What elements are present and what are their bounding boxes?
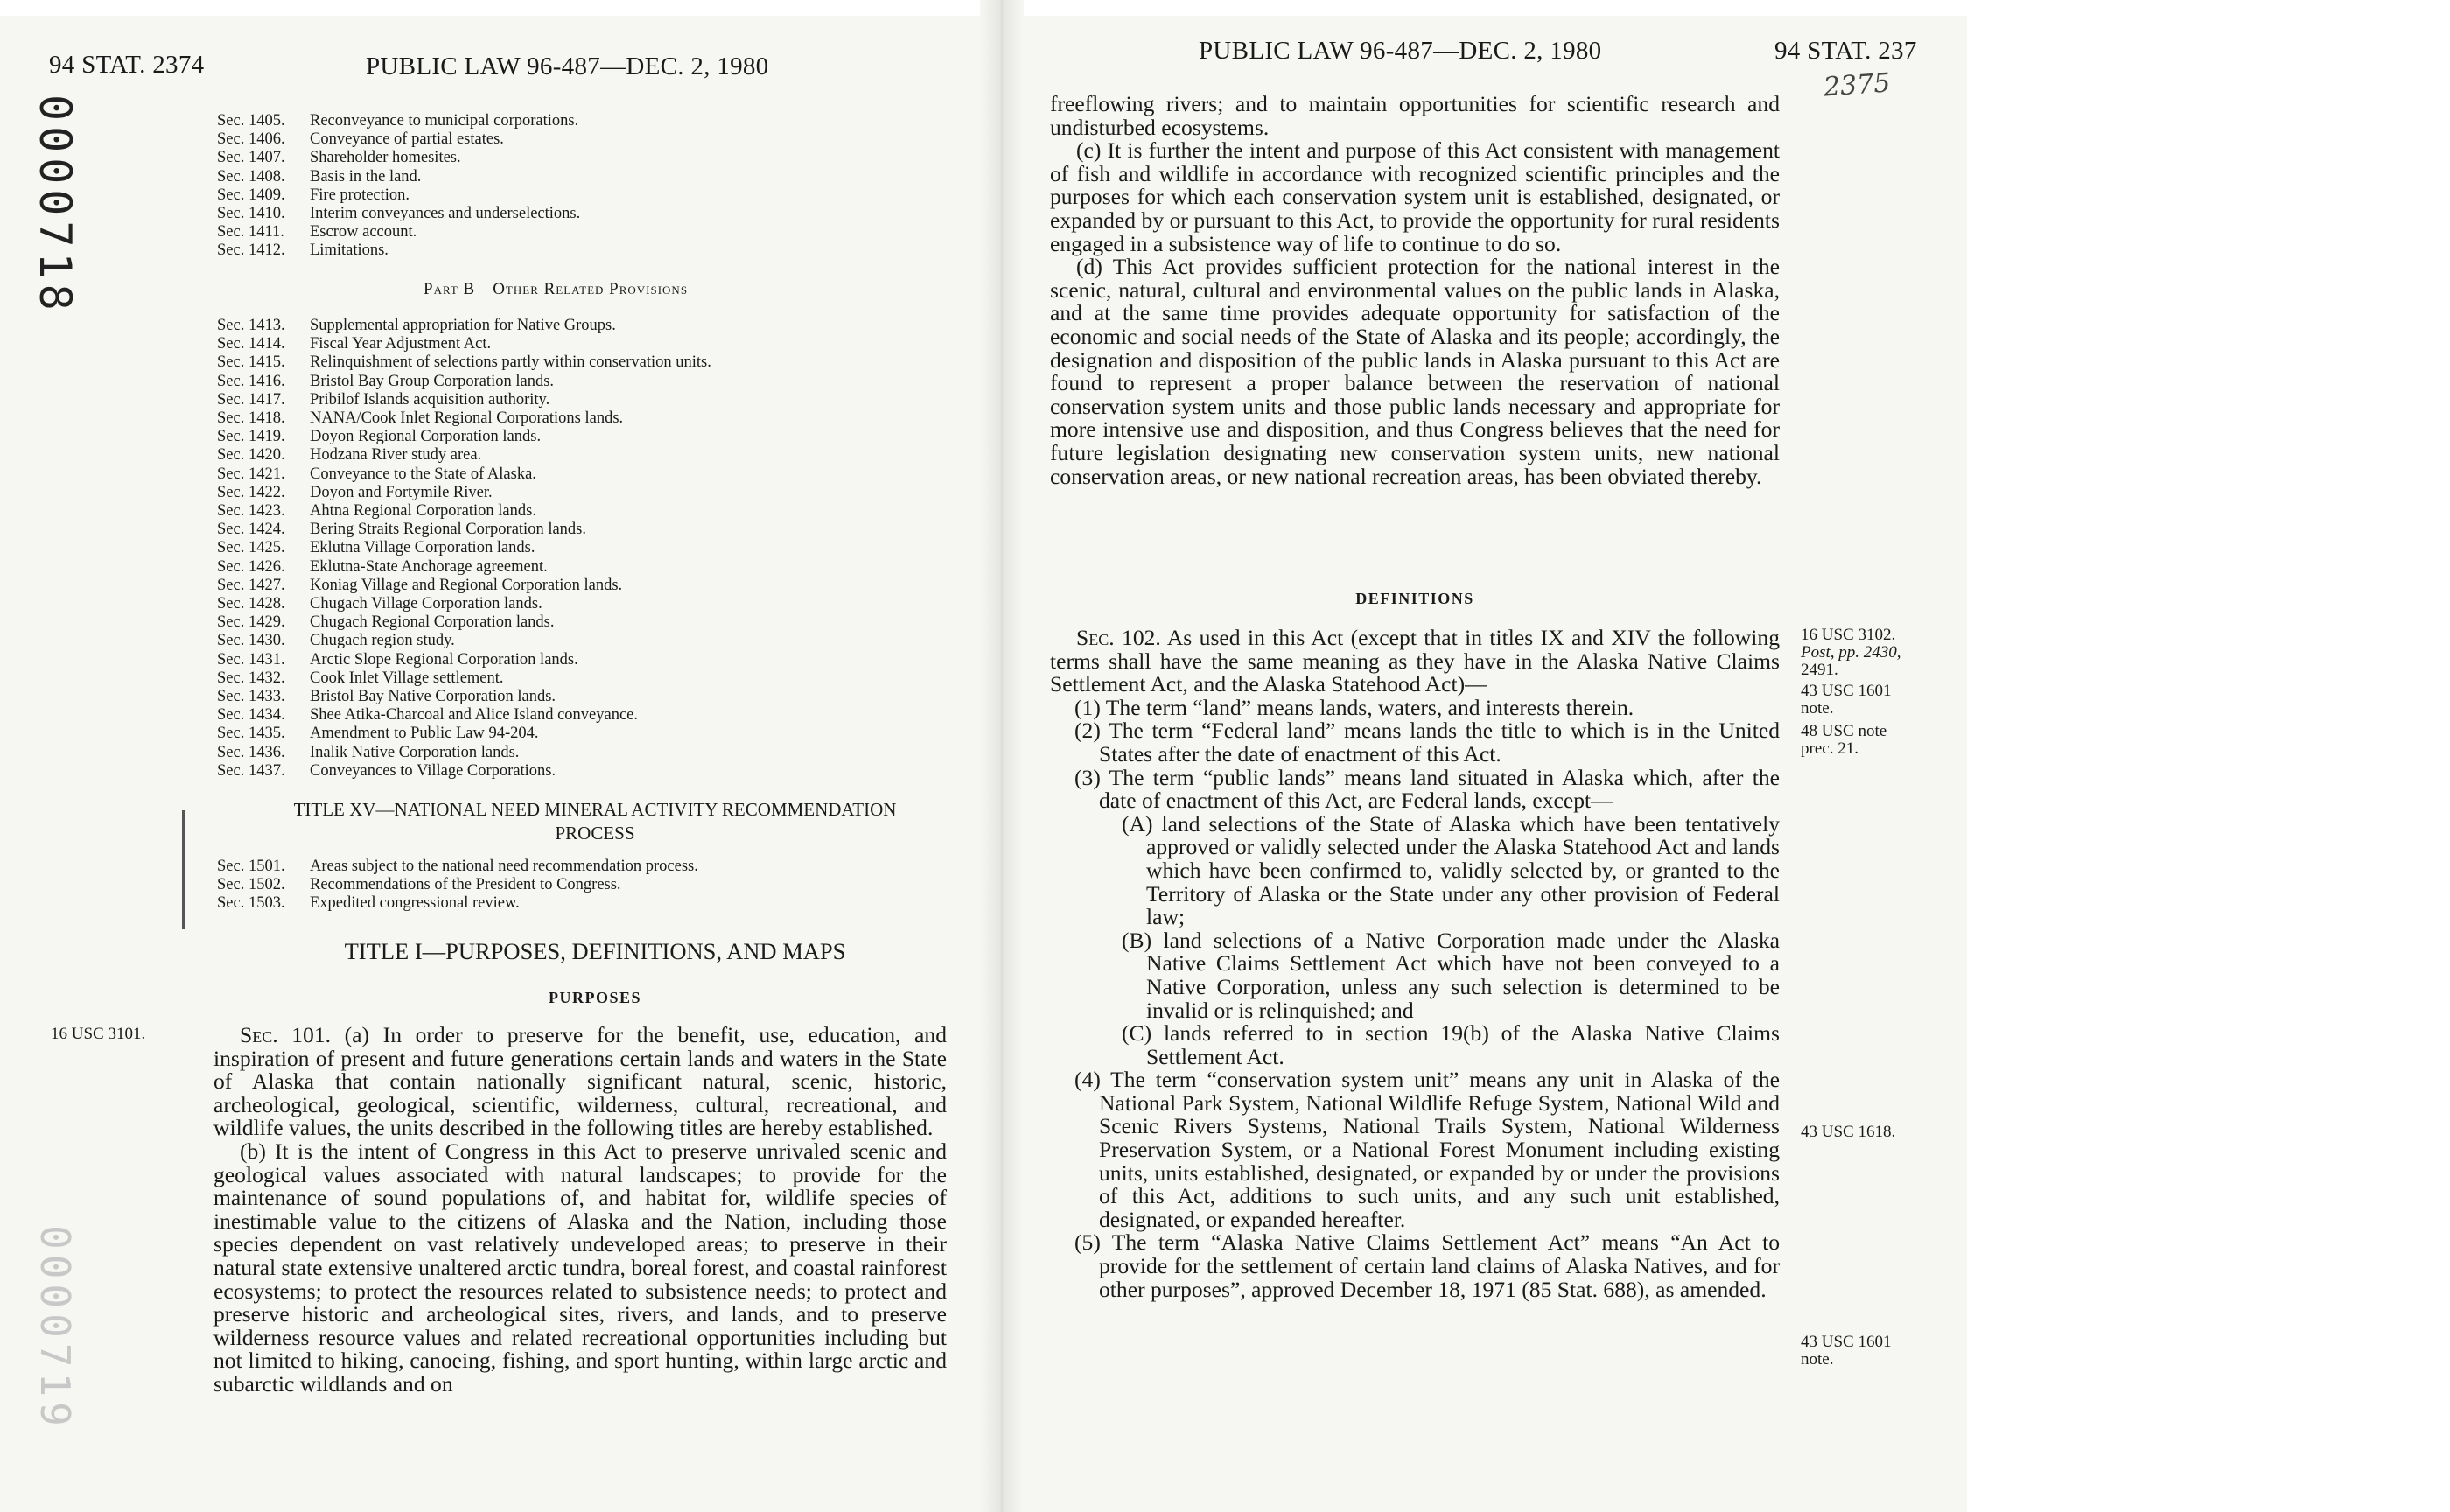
margin-note-16-usc-3101: 16 USC 3101.: [51, 1025, 146, 1043]
left-law-header: PUBLIC LAW 96-487—DEC. 2, 1980: [366, 52, 769, 80]
toc-row: Sec. 1421. Conveyance to the State of Alaska.: [217, 465, 536, 483]
title-xv-heading: TITLE XV—NATIONAL NEED MINERAL ACTIVITY RECOMMENDATION PROCESS: [293, 799, 897, 844]
paragraph-101-d: (d) This Act provides sufficient protection for the national interest in the scenic, natural, cultural and environmental values on the public lands in Alaska, and at the same time provides adequate opportunity for satisfaction of the economic and social needs of the State of Alaska and its people; accordingly, the designation and disposition of the public lands in Alaska pursuant to this Act are found to represent a proper balance between the reservation of national conservation system units and those public lands necessary and appropriate for more intensive use and disposition, and thus Congress believes that the need for future legislation designating new conservation system units, new national conservation areas, or new national recreation areas, has been obviated thereby.: [1050, 254, 1780, 489]
paragraph-101-c: (c) It is further the intent and purpose of this Act consistent with management of fish and wildlife in accordance with recognized scientific principles and the purposes for which each conservation system unit is established, designated, or expanded by or pursuant to this Act, to provide the opportunity for rural residents engaged in a subsistence way of life to continue to do so.: [1050, 137, 1780, 256]
right-page-body: [1050, 93, 1780, 488]
toc-row: Sec. 1420. Hodzana River study area.: [217, 446, 482, 465]
toc-row: Sec. 1418. NANA/Cook Inlet Regional Corporations lands.: [217, 410, 624, 428]
right-law-header: PUBLIC LAW 96-487—DEC. 2, 1980: [1199, 37, 1602, 65]
toc-row: Sec. 1434. Shee Atika-Charcoal and Alice Island conveyance.: [217, 706, 638, 724]
toc-row: Sec. 1429. Chugach Regional Corporation lands.: [217, 613, 555, 632]
toc-row: Sec. 1426. Eklutna-State Anchorage agreement.: [217, 557, 548, 576]
margin-bracket: [182, 810, 195, 929]
toc-row: Sec. 1502. Recommendations of the President to Congress.: [217, 876, 621, 894]
toc-row: Sec. 1411. Escrow account.: [217, 223, 417, 242]
toc-row: Sec. 1430. Chugach region study.: [217, 632, 455, 650]
paragraph-102-intro: Sec. 102. As used in this Act (except that in titles IX and XIV the following terms shall have the same meaning as they have in the Alaska Native Claims Settlement Act, and the Alaska Statehood Act)—: [1050, 625, 1780, 697]
toc-row: Sec. 1413. Supplemental appropriation for Native Groups.: [217, 317, 616, 334]
definition-3: (3) The term “public lands” means land situated in Alaska which, after the date of enactment of this Act, are Federal lands, except—: [1074, 764, 1780, 814]
toc-row: Sec. 1503. Expedited congressional review.: [217, 894, 520, 913]
book-gutter: [980, 0, 1024, 1512]
paragraph-101-b-continued: freeflowing rivers; and to maintain opportunities for scientific research and undisturbed ecosystems.: [1050, 91, 1780, 140]
handwritten-page-number: 2375: [1822, 67, 1892, 103]
toc-row: Sec. 1425. Eklutna Village Corporation lands.: [217, 539, 536, 557]
toc-row: Sec. 1433. Bristol Bay Native Corporation lands.: [217, 688, 556, 706]
toc-row: Sec. 1431. Arctic Slope Regional Corporation lands.: [217, 650, 578, 668]
toc-row: Sec. 1422. Doyon and Fortymile River.: [217, 483, 493, 501]
definition-5: (5) The term “Alaska Native Claims Settlement Act” means “An Act to provide for the settlement of certain land claims of Alaska Natives, and for other purposes”, approved December 18, 1971 (85 Stat. 688), as amended.: [1074, 1229, 1780, 1302]
toc-row: Sec. 1437. Conveyances to Village Corporations.: [217, 761, 556, 780]
toc-row: Sec. 1419. Doyon Regional Corporation lands.: [217, 428, 542, 446]
toc-row: Sec. 1435. Amendment to Public Law 94-204.: [217, 724, 539, 743]
right-stat-label: 94 STAT. 237: [1774, 37, 1917, 65]
definition-3b: (B) land selections of a Native Corporation made under the Alaska Native Claims Settlement Act which have not been conveyed to a Native Corporation, unless any such selection is determined to be invalid or is relinquished; and: [1122, 927, 1780, 1023]
section-101-text: [214, 1024, 947, 1396]
margin-note-43-usc-1618: 43 USC 1618.: [1801, 1123, 1896, 1141]
left-stat-label: 94 STAT. 2374: [49, 51, 205, 79]
toc-list-title-xv: [217, 858, 970, 914]
part-b-heading: Part B—Other Related Provisions: [424, 280, 689, 298]
definition-1: (1) The term “land” means lands, waters, and interests therein.: [1074, 694, 1634, 720]
toc-row: Sec. 1417. Pribilof Islands acquisition authority.: [217, 390, 550, 409]
toc-row: Sec. 1427. Koniag Village and Regional Corporation lands.: [217, 576, 623, 594]
purposes-heading: PURPOSES: [548, 989, 642, 1006]
toc-row: Sec. 1406. Conveyance of partial estates.: [217, 130, 504, 149]
margin-note-48-usc: 48 USC note prec. 21.: [1801, 722, 1887, 758]
definition-4: (4) The term “conservation system unit” means any unit in Alaska of the National Park System, National Wildlife Refuge System, National Wild and Scenic Rivers Systems, National Trails System, National Wilderness Preservation System, or a National Forest Monument including existing units, units established, designated, or expanded by or under the provisions of this Act, additions to such units, and any such unit established, designated, or expanded hereafter.: [1074, 1067, 1780, 1232]
margin-note-43-usc-1601: 43 USC 1601 note.: [1801, 682, 1892, 718]
section-102-text: [1050, 626, 1780, 1301]
margin-note-43-usc-1601-b: 43 USC 1601 note.: [1801, 1333, 1892, 1368]
definition-3a: (A) land selections of the State of Alaska which have been tentatively approved or validly selected under the Alaska Statehood Act and lands which have been confirmed to, validly selected by, or granted to the Territory of Alaska or the State under any other provision of Federal law;: [1122, 810, 1780, 930]
definitions-heading: DEFINITIONS: [1355, 590, 1474, 607]
title-i-heading: TITLE I—PURPOSES, DEFINITIONS, AND MAPS: [344, 938, 846, 964]
document-stamp-number: 0000718: [30, 94, 80, 316]
toc-row: Sec. 1415. Relinquishment of selections partly within conservation units.: [217, 354, 711, 372]
toc-row: Sec. 1501. Areas subject to the national need recommendation process.: [217, 858, 698, 875]
faint-stamp-number: 0000719: [32, 1225, 79, 1432]
toc-row: Sec. 1408. Basis in the land.: [217, 167, 422, 186]
toc-row: Sec. 1436. Inalik Native Corporation lands.: [217, 743, 520, 761]
definition-3c: (C) lands referred to in section 19(b) of the Alaska Native Claims Settlement Act.: [1122, 1020, 1780, 1069]
toc-list-part-b: [217, 317, 970, 780]
paragraph-101-a: Sec. 101. (a) In order to preserve for the benefit, use, education, and inspiration of present and future generations certain lands and waters in the State of Alaska that contain nationally significant natural, scenic, historic, archeological, geological, scientific, wilderness, cultural, recreational, and wildlife values, the units described in the following titles are hereby established.: [214, 1022, 947, 1141]
toc-row: Sec. 1424. Bering Straits Regional Corporation lands.: [217, 521, 586, 539]
toc-row: Sec. 1414. Fiscal Year Adjustment Act.: [217, 335, 492, 354]
toc-list-part-a: [217, 112, 970, 261]
toc-row: Sec. 1410. Interim conveyances and underselections.: [217, 205, 581, 223]
margin-note-16-usc-3102: 16 USC 3102. Post, pp. 2430, 2491.: [1801, 626, 1901, 679]
toc-row: Sec. 1407. Shareholder homesites.: [217, 149, 461, 167]
toc-row: Sec. 1428. Chugach Village Corporation lands.: [217, 595, 542, 613]
toc-row: Sec. 1432. Cook Inlet Village settlement.: [217, 668, 504, 687]
definition-2: (2) The term “Federal land” means lands the title to which is in the United States after the date of enactment of this Act.: [1074, 718, 1780, 766]
toc-row: Sec. 1416. Bristol Bay Group Corporation lands.: [217, 372, 555, 390]
toc-row: Sec. 1412. Limitations.: [217, 242, 388, 260]
toc-row: Sec. 1409. Fire protection.: [217, 186, 410, 204]
paragraph-101-b: (b) It is the intent of Congress in this Act to preserve unrivaled scenic and geological values associated with natural landscapes; to provide for the maintenance of sound populations of, and habitat for, wildlife species of inestimable value to the citizens of Alaska and the Nation, including those species dependent on vast relatively undeveloped areas; to preserve in their natural state extensive unaltered arctic tundra, boreal forest, and coastal rainforest ecosystems; to protect the resources related to subsistence needs; to protect and preserve historic and archeological sites, rivers, and lands, and to preserve wilderness resource values and related recreational opportunities including but not limited to hiking, canoeing, fishing, and sport hunting, within large arctic and subarctic wildlands and on: [214, 1138, 947, 1396]
toc-row: Sec. 1423. Ahtna Regional Corporation lands.: [217, 502, 536, 521]
toc-row: Sec. 1405. Reconveyance to municipal corporations.: [217, 112, 579, 130]
